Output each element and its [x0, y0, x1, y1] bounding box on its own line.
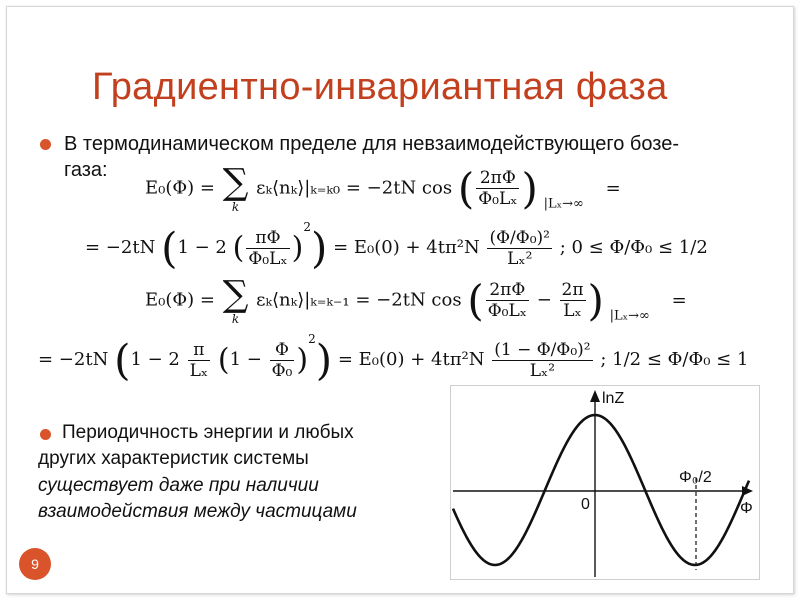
eq1-lhs: E₀(Φ) =	[145, 177, 215, 199]
equation-4: = −2tN (1 − 2 $\frac{\pi}{\text{Lₓ}}$ (1 − $\frac{\Phi}{\text{Φ₀}}$ )$^2$) = E₀(0) + 4tπ²N $\frac{\text{(1 − Φ/Φ₀)²}}{\text{Lₓ²}}$ ; 1/2 ≤ Φ/Φ₀ ≤ 1	[38, 332, 749, 385]
x-axis-label: Φ	[740, 500, 753, 517]
eq1-sum: ∑ k	[222, 161, 249, 214]
eq4-mid: = E₀(0) + 4tπ²N	[337, 349, 485, 370]
eq3-sum: ∑ k	[222, 273, 249, 326]
bullet-2-line-2: других характеристик системы	[38, 448, 309, 469]
bullet-2-line-4: взаимодействия между частицами	[38, 501, 357, 522]
bullet-2-line-3: существует даже при наличии	[38, 475, 319, 496]
origin-label: 0	[581, 496, 590, 513]
equation-2: = −2tN (1 − 2 ( $\frac{\pi\Phi}{\text{Φ₀Lₓ}}$ )$^2$) = E₀(0) + 4tπ²N $\frac{\text{(Φ/Φ₀)²}}{\text{Lₓ²}}$ ; 0 ≤ Φ/Φ₀ ≤ 1/2	[85, 220, 708, 273]
graph-frame	[451, 386, 760, 580]
y-axis-arrow	[590, 390, 600, 402]
eq3-lhs: E₀(Φ) =	[145, 289, 215, 311]
eq3-end: =	[671, 289, 687, 311]
eq4-fraction-1: $\frac{\pi}{\text{Lₓ}}$	[189, 339, 209, 381]
eq3-term: εₖ⟨nₖ⟩|ₖ₌ₖ₋₁ = −2tN cos	[256, 289, 462, 311]
eq1-end: =	[605, 177, 621, 199]
y-axis-label: lnZ	[602, 390, 625, 407]
eq4-start: = −2tN	[38, 349, 109, 370]
eq4-condition: ; 1/2 ≤ Φ/Φ₀ ≤ 1	[600, 349, 749, 370]
eq2-start: = −2tN	[85, 237, 156, 258]
eq4-fraction-2: $\frac{\Phi}{\text{Φ₀}}$	[271, 339, 293, 381]
equation-1: E₀(Φ) = ∑ k εₖ⟨nₖ⟩|ₖ₌ₖ₀ = −2tN cos ( $\frac{2\pi\Phi}{\text{Φ₀Lₓ}}$ ) $_{|L_x\to\infty}$ =	[145, 161, 621, 214]
lnz-graph	[450, 385, 760, 580]
eq1-term: εₖ⟨nₖ⟩|ₖ₌ₖ₀ = −2tN cos	[256, 177, 453, 199]
eq2-square: 2	[303, 220, 311, 234]
tick-label: Φ₀/2	[679, 469, 712, 486]
eq2-condition: ; 0 ≤ Φ/Φ₀ ≤ 1/2	[559, 237, 708, 258]
equation-3: E₀(Φ) = ∑ k εₖ⟨nₖ⟩|ₖ₌ₖ₋₁ = −2tN cos ( $\frac{2\pi\Phi}{\text{Φ₀Lₓ}}$ − $\frac{2\pi}{\text{Lₓ}}$ ) $_{|L_x\to\infty}$ =	[145, 273, 687, 326]
eq2-fraction: $\frac{\pi\Phi}{\text{Φ₀Lₓ}}$	[248, 227, 288, 269]
eq2-mid: = E₀(0) + 4tπ²N	[333, 237, 480, 258]
bullet-1-dot	[40, 139, 51, 150]
eq3-minus: −	[536, 289, 552, 311]
cosine-curve	[453, 415, 749, 565]
eq3-fraction-2: $\frac{2\pi}{\text{Lₓ}}$	[561, 280, 584, 321]
eq2-fraction-2: $\frac{\text{(Φ/Φ₀)²}}{\text{Lₓ²}}$	[489, 227, 550, 269]
eq3-limit: |Lₓ→∞	[609, 308, 650, 324]
eq1-fraction: $\frac{2\pi\Phi}{\text{Φ₀Lₓ}}$	[478, 168, 518, 209]
page-number: 9	[19, 548, 51, 580]
bullet-1-line-1: В термодинамическом пределе для невзаимодействующего бозе-	[64, 133, 679, 155]
eq3-fraction-1: $\frac{2\pi\Phi}{\text{Φ₀Lₓ}}$	[487, 280, 527, 321]
eq2-one-minus: 1 − 2	[177, 237, 227, 258]
slide-title: Градиентно-инвариантная фаза	[92, 66, 668, 108]
eq4-fraction-3: $\frac{\text{(1 − Φ/Φ₀)²}}{\text{Lₓ²}}$	[494, 339, 591, 381]
bullet-2-dot	[40, 429, 51, 440]
bullet-2-line-1: Периодичность энергии и любых	[62, 422, 354, 443]
eq4-one-minus: 1 − 2	[130, 349, 180, 370]
eq4-square: 2	[308, 332, 316, 346]
bullet-1-line-2: газа:	[64, 159, 108, 181]
eq1-limit: |Lₓ→∞	[543, 196, 584, 212]
eq4-one-minus-2: 1 −	[229, 349, 262, 370]
